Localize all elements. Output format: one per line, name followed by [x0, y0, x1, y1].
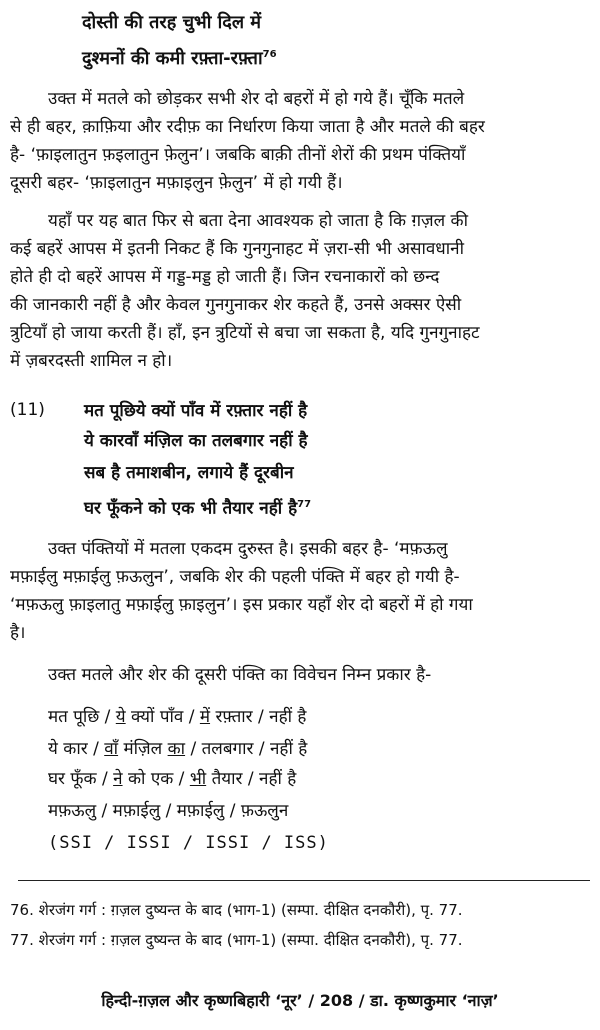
page-footer: हिन्दी-ग़ज़ल और कृष्णबिहारी ‘नूर’ / 208 / डा. कृष्णकुमार ‘नाज़’ [101, 991, 499, 1010]
footnote-77: 77. शेरजंग गर्ग : ग़ज़ल दुष्यन्त के बाद (भाग-1) (सम्पा. दीक्षित दनकौरी), पृ. 77. [10, 931, 463, 949]
para2-line-1: यहाँ पर यह बात फिर से बता देना आवश्यक हो जाता है कि ग़ज़ल की [48, 211, 469, 231]
para2-line-5: त्रुटियाँ हो जाया करती हैं। हाँ, इन त्रुटियों से बचा जा सकता है, यदि गुनगुनाहट [10, 323, 480, 343]
scansion-row-3: घर फूँक / ने को एक / भी तैयार / नहीं है [48, 769, 297, 789]
couplet-line-1: दोस्ती की तरह चुभी दिल में [82, 12, 262, 33]
ghazal-line-1: मत पूछिये क्यों पाँव में रफ़्तार नहीं है [84, 401, 308, 421]
para3-line-1: उक्त पंक्तियों में मतला एकदम दुरुस्त है। इसकी बहर है- ‘मफ़ऊलु [48, 539, 448, 559]
footnote-ref-76: 76 [262, 49, 277, 60]
para3-line-2: मफ़ाईलु मफ़ाईलु फ़ऊलुन’, जबकि शेर की पहली पंक्ति में बहर हो गयी है- [10, 567, 460, 587]
ghazal-number: (11) [10, 400, 45, 420]
para2-line-4: की जानकारी नहीं है और केवल गुनगुनाकर शेर कहते हैं, उनसे अक्सर ऐसी [10, 295, 462, 315]
para2-line-2: कई बहरें आपस में इतनी निकट हैं कि गुनगुनाहट में ज़रा-सी भी असावधानी [10, 239, 465, 259]
para1-line-3: है- ‘फ़ाइलातुन फ़इलातुन फ़ेलुन’। जबकि बाक़ी तीनों शेरों की प्रथम पंक्तियाँ [10, 145, 466, 165]
scansion-row-1: मत पूछि / ये क्यों पाँव / में रफ़्तार / नहीं है [48, 707, 307, 727]
para4-line: उक्त मतले और शेर की दूसरी पंक्ति का विवेचन निम्न प्रकार है- [48, 665, 432, 685]
scansion-row-2: ये कार / वाँ मंज़िल का / तलबगार / नहीं है [48, 739, 308, 759]
para1-line-1: उक्त में मतले को छोड़कर सभी शेर दो बहरों में हो गये हैं। चूँकि मतले [48, 89, 465, 109]
scansion-row-5: (SSI / ISSI / ISSI / ISS) [48, 833, 329, 853]
footnote-76: 76. शेरजंग गर्ग : ग़ज़ल दुष्यन्त के बाद (भाग-1) (सम्पा. दीक्षित दनकौरी), पृ. 77. [10, 901, 463, 919]
para3-line-4: है। [10, 623, 26, 643]
couplet-line-2: दुश्मनों की कमी रफ़्ता-रफ़्ता$^{76}$ [82, 48, 277, 69]
scansion-row-4: मफ़ऊलु / मफ़ाईलु / मफ़ाईलु / फ़ऊलुन [48, 801, 289, 821]
footnote-divider [18, 880, 590, 881]
ghazal-line-4: घर फूँकने को एक भी तैयार नहीं है$^{77}$ [84, 498, 312, 519]
footnote-ref-77: 77 [297, 499, 312, 510]
para1-line-4: दूसरी बहर- ‘फ़ाइलातुन मफ़ाइलुन फ़ेलुन’ में हो गयी हैं। [10, 173, 343, 193]
ghazal-line-2: ये कारवाँ मंज़िल का तलबगार नहीं है [84, 431, 308, 451]
ghazal-line-3: सब है तमाशबीन, लगाये हैं दूरबीन [84, 463, 294, 483]
para1-line-2: से ही बहर, क़ाफ़िया और रदीफ़ का निर्धारण किया जाता है और मतले की बहर [10, 117, 485, 137]
para2-line-3: होते ही दो बहरें आपस में गड्ड-मड्ड हो जाती हैं। जिन रचनाकारों को छन्द [10, 267, 440, 287]
para3-line-3: ‘मफ़ऊलु फ़ाइलातु मफ़ाईलु फ़ाइलुन’। इस प्रकार यहाँ शेर दो बहरों में हो गया [10, 595, 473, 615]
para2-line-6: में ज़बरदस्ती शामिल न हो। [10, 351, 173, 371]
